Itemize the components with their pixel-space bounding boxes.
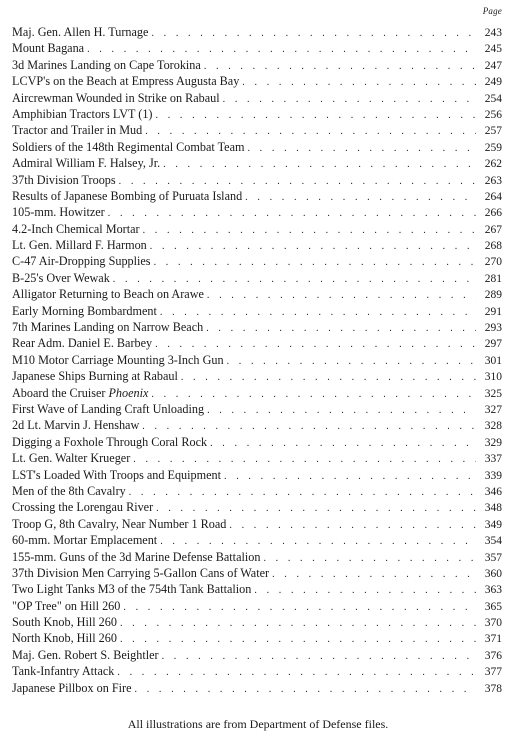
entry-title: Lt. Gen. Walter Krueger: [12, 451, 131, 466]
list-item: [12, 467, 502, 483]
entry-title: 2d Lt. Marvin J. Henshaw: [12, 418, 140, 433]
list-item: [12, 630, 502, 646]
list-item: [12, 90, 502, 106]
entry-page-number: 328: [484, 420, 502, 433]
list-item: [12, 139, 502, 155]
dot-leader: [263, 551, 476, 567]
entry-title: 7th Marines Landing on Narrow Beach: [12, 320, 204, 335]
list-item: [12, 319, 502, 335]
entry-page-number: 357: [484, 551, 502, 564]
list-item: [12, 221, 502, 237]
entry-page-number: 268: [484, 240, 502, 253]
entry-page-number: 293: [484, 322, 502, 335]
entry-page-number: 377: [484, 666, 502, 679]
entry-title: 37th Division Troops: [12, 172, 116, 187]
entry-title: C-47 Air-Dropping Supplies: [12, 254, 151, 269]
list-item: [12, 450, 502, 466]
list-item: [12, 532, 502, 548]
entry-title: South Knob, Hill 260: [12, 615, 117, 630]
list-item: [12, 204, 502, 220]
list-item: [12, 172, 502, 188]
entry-title: Maj. Gen. Allen H. Turnage: [12, 25, 149, 39]
list-item: [12, 663, 502, 679]
list-item: [12, 57, 502, 73]
dot-leader: [210, 436, 476, 452]
list-item: [12, 286, 502, 302]
entry-page-number: 247: [484, 59, 502, 72]
entry-page-number: 370: [484, 617, 502, 630]
dot-leader: [135, 682, 477, 698]
entry-title: 3d Marines Landing on Cape Torokina: [12, 57, 201, 72]
entry-page-number: 257: [484, 125, 502, 138]
list-item: [12, 40, 502, 56]
list-item: [12, 614, 502, 630]
entry-title: "OP Tree" on Hill 260: [12, 598, 121, 613]
entry-page-number: 329: [484, 436, 502, 449]
entry-page-number: 259: [484, 141, 502, 154]
dot-leader: [120, 632, 476, 648]
entry-page-number: 365: [484, 600, 502, 613]
entry-page-number: 245: [484, 43, 502, 56]
list-item: [12, 73, 502, 89]
entry-title: Mount Bagana: [12, 41, 85, 56]
dot-leader: [254, 583, 476, 599]
list-item: [12, 647, 502, 663]
entry-page-number: 378: [484, 682, 502, 695]
entry-title: Tank-Infantry Attack: [12, 664, 115, 679]
list-item: [12, 24, 502, 40]
dot-leader: [206, 321, 476, 337]
list-item: [12, 352, 502, 368]
dot-leader: [120, 616, 476, 632]
entry-title: North Knob, Hill 260: [12, 631, 117, 646]
entry-page-number: 337: [484, 453, 502, 466]
entry-title: 105-mm. Howitzer: [12, 205, 105, 220]
entry-title: Soldiers of the 148th Regimental Combat Team: [12, 139, 245, 154]
dot-leader: [181, 370, 476, 386]
entry-page-number: 270: [484, 256, 502, 269]
dot-leader: [207, 288, 476, 304]
list-item: [12, 549, 502, 565]
entry-title: Admiral William F. Halsey, Jr.: [12, 156, 161, 171]
entry-page-number: 346: [484, 485, 502, 498]
list-item: [12, 565, 502, 581]
list-item: [12, 270, 502, 286]
list-item: [12, 598, 502, 614]
entry-title: Crossing the Lorengau River: [12, 500, 154, 515]
dot-leader: [108, 206, 476, 222]
entry-title: 4.2-Inch Chemical Mortar: [12, 221, 140, 236]
entry-title: Results of Japanese Bombing of Puruata Island: [12, 188, 243, 203]
entry-page-number: 263: [484, 174, 502, 187]
list-item: [12, 188, 502, 204]
dot-leader: [163, 157, 476, 173]
dot-leader: [227, 354, 476, 370]
list-item: [12, 401, 502, 417]
entry-page-number: 348: [484, 502, 502, 515]
dot-leader: [204, 59, 476, 75]
dot-leader: [129, 485, 476, 501]
dot-leader: [123, 600, 476, 616]
entry-title-italic: Phoenix: [108, 385, 149, 400]
entry-title: Maj. Gen. Robert S. Beightler: [12, 647, 159, 662]
list-item: [12, 680, 502, 696]
entry-page-number: 243: [484, 27, 502, 39]
dot-leader: [151, 26, 476, 42]
entry-page-number: 264: [484, 190, 502, 203]
entry-title: Japanese Ships Burning at Rabaul: [12, 369, 178, 384]
dot-leader: [242, 75, 476, 91]
dot-leader: [150, 239, 476, 255]
dot-leader: [143, 223, 476, 239]
dot-leader: [162, 649, 476, 665]
entry-page-number: 297: [484, 338, 502, 351]
list-item: [12, 434, 502, 450]
dot-leader: [224, 469, 476, 485]
entry-title: First Wave of Landing Craft Unloading: [12, 401, 205, 416]
entry-title: 37th Division Men Carrying 5-Gallon Cans of Water: [12, 565, 270, 580]
dot-leader: [223, 92, 476, 108]
entry-title: LST's Loaded With Troops and Equipment: [12, 467, 222, 482]
entry-page-number: 327: [484, 403, 502, 416]
list-item: [12, 581, 502, 597]
entry-title: LCVP's on the Beach at Empress Augusta Bay: [12, 74, 240, 89]
list-item: [12, 417, 502, 433]
list-item: [12, 106, 502, 122]
list-item: [12, 155, 502, 171]
dot-leader: [160, 305, 476, 321]
entry-title-text: Aboard the Cruiser: [12, 385, 109, 400]
entry-title: Rear Adm. Daniel E. Barbey: [12, 336, 153, 351]
entry-title: Alligator Returning to Beach on Arawe: [12, 287, 204, 302]
list-item: [12, 303, 502, 319]
dot-leader: [245, 190, 476, 206]
list-item: [12, 335, 502, 351]
entry-title: Tractor and Trailer in Mud: [12, 123, 143, 138]
entry-title: Japanese Pillbox on Fire: [12, 680, 132, 695]
entry-title: Aircrewman Wounded in Strike on Rabaul: [12, 90, 220, 105]
entry-page-number: 262: [484, 158, 502, 171]
entry-page-number: 289: [484, 289, 502, 302]
list-item: [12, 253, 502, 269]
entry-page-number: 349: [484, 518, 502, 531]
list-item: [12, 483, 502, 499]
entry-page-number: 360: [484, 567, 502, 580]
dot-leader: [207, 403, 476, 419]
entry-title: Digging a Foxhole Through Coral Rock: [12, 434, 208, 449]
entry-page-number: 376: [484, 649, 502, 662]
entry-page-number: 325: [484, 387, 502, 400]
entry-page-number: 371: [484, 633, 502, 646]
dot-leader: [154, 255, 476, 271]
entry-title: 155-mm. Guns of the 3d Marine Defense Battalion: [12, 549, 261, 564]
list-item: [12, 368, 502, 384]
entry-title: 60-mm. Mortar Emplacement: [12, 533, 158, 548]
entry-page-number: 266: [484, 207, 502, 220]
list-item: [12, 237, 502, 253]
dot-leader: [156, 108, 477, 124]
entry-page-number: 254: [484, 92, 502, 105]
entry-title: Early Morning Bombardment: [12, 303, 157, 318]
entry-page-number: 354: [484, 535, 502, 548]
entry-title: Lt. Gen. Millard F. Harmon: [12, 238, 147, 253]
entry-page-number: 301: [484, 354, 502, 367]
entry-title: B-25's Over Wewak: [12, 270, 110, 285]
dot-leader: [229, 518, 476, 534]
entry-page-number: 363: [484, 584, 502, 597]
dot-leader: [272, 567, 476, 583]
entry-title: Men of the 8th Cavalry: [12, 483, 126, 498]
entry-title: Troop G, 8th Cavalry, Near Number 1 Road: [12, 516, 227, 531]
list-item: [12, 499, 502, 515]
dot-leader: [247, 141, 476, 157]
list-item: [12, 122, 502, 138]
page-column-label: Page: [482, 6, 502, 16]
entry-page-number: 256: [484, 108, 502, 121]
dot-leader: [117, 665, 476, 681]
illustrations-list: [12, 24, 502, 696]
source-note: All illustrations are from Department of Defense files.: [127, 717, 389, 731]
entry-page-number: 267: [484, 223, 502, 236]
entry-page-number: 249: [484, 76, 502, 89]
list-item: [12, 385, 502, 401]
entry-page-number: 339: [484, 469, 502, 482]
entry-page-number: 281: [484, 272, 502, 285]
entry-title: [12, 385, 151, 401]
entry-title: Two Light Tanks M3 of the 754th Tank Battalion: [12, 582, 252, 597]
entry-page-number: 291: [484, 305, 502, 318]
entry-title: Amphibian Tractors LVT (1): [12, 106, 153, 121]
list-item: [12, 516, 502, 532]
entry-page-number: 310: [484, 371, 502, 384]
entry-title: M10 Motor Carriage Mounting 3-Inch Gun: [12, 352, 224, 367]
